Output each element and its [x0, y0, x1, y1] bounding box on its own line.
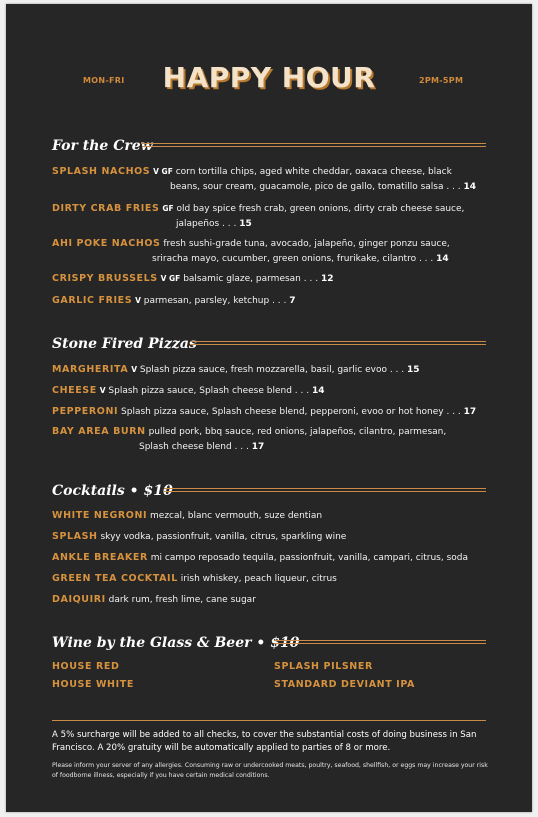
- item-description: parmesan, parsley, ketchup . . .: [143, 296, 287, 306]
- item-name: BAY AREA BURN: [52, 426, 146, 437]
- days-label: MON-FRI: [83, 76, 125, 85]
- item-price: 14: [311, 386, 325, 396]
- menu-item: [52, 236, 492, 267]
- menu-item: [52, 550, 492, 566]
- menu-item: [52, 293, 492, 309]
- section-header-pizzas: [52, 336, 486, 354]
- section-title: Stone Fired Pizzas: [52, 336, 197, 352]
- item-name: GREEN TEA COCKTAIL: [52, 573, 178, 584]
- item-tags: V: [131, 365, 137, 374]
- item-description-cont: Splash cheese blend . . .: [139, 442, 249, 452]
- wine-item: HOUSE RED: [52, 661, 120, 672]
- section-divider: [274, 640, 486, 644]
- item-name: GARLIC FRIES: [52, 295, 133, 306]
- item-tags: V GF: [160, 274, 181, 283]
- item-description: mezcal, blanc vermouth, suze dentian: [150, 511, 323, 521]
- menu-item: [52, 201, 492, 232]
- footer-divider: [52, 720, 486, 721]
- menu-item: [52, 529, 492, 545]
- hours-label: 2PM-5PM: [419, 76, 464, 85]
- item-price: 17: [251, 442, 265, 452]
- menu-item: [52, 164, 492, 195]
- menu-item: [52, 362, 492, 378]
- section-header-crew: [52, 138, 486, 156]
- item-description-cont: jalapeños . . .: [176, 219, 237, 229]
- wine-item: SPLASH PILSNER: [274, 661, 373, 672]
- item-tags: V: [135, 296, 141, 305]
- item-description: irish whiskey, peach liqueur, citrus: [180, 574, 337, 584]
- item-price: 14: [436, 254, 449, 264]
- menu-item: [52, 508, 492, 524]
- item-tags: V: [99, 386, 106, 395]
- menu-item: [52, 271, 492, 287]
- section-title: Cocktails • $10: [52, 483, 173, 499]
- item-name: MARGHERITA: [52, 364, 129, 375]
- menu-item: [52, 571, 492, 587]
- item-name: ANKLE BREAKER: [52, 552, 148, 563]
- menu-item: [52, 383, 492, 399]
- item-description: skyy vodka, passionfruit, vanilla, citrus, sparkling wine: [100, 532, 347, 542]
- item-description: Splash pizza sauce, fresh mozzarella, basil, garlic evoo . . .: [139, 365, 405, 375]
- menu-header: [6, 61, 532, 101]
- menu-page: [6, 4, 532, 812]
- wine-item: HOUSE WHITE: [52, 679, 134, 690]
- item-name: AHI POKE NACHOS: [52, 238, 161, 249]
- item-name: WHITE NEGRONI: [52, 510, 148, 521]
- item-description: Splash pizza sauce, Splash cheese blend, pepperoni, evoo or hot honey . . .: [121, 407, 461, 417]
- item-tags: V GF: [153, 167, 173, 176]
- item-name: CRISPY BRUSSELS: [52, 273, 158, 284]
- item-name: SPLASH NACHOS: [52, 166, 151, 177]
- item-price: 15: [407, 365, 420, 375]
- wine-item: STANDARD DEVIANT IPA: [274, 679, 415, 690]
- item-name: SPLASH: [52, 531, 98, 542]
- item-description-cont: beans, sour cream, guacamole, pico de gallo, tomatillo salsa . . .: [170, 182, 461, 192]
- section-title: Wine by the Glass & Beer • $10: [52, 635, 300, 651]
- item-description: Splash pizza sauce, Splash cheese blend . . .: [108, 386, 310, 396]
- item-description: balsamic glaze, parmesan . . .: [183, 274, 319, 284]
- section-title: For the Crew: [52, 138, 153, 154]
- item-description: dark rum, fresh lime, cane sugar: [108, 595, 256, 605]
- item-price: 7: [289, 296, 296, 306]
- allergy-notice: Please inform your server of any allergies. Consuming raw or undercooked meats, poultry, seafood, shellfish, or eggs may increase your risk of foodborne illness, especially if you have certain medical conditions.: [52, 762, 488, 779]
- menu-item: [52, 592, 492, 608]
- surcharge-notice: A 5% surcharge will be added to all checks, to cover the substantial costs of doing business in San Francisco. A 20% gratuity will be automatically applied to parties of 8 or more.: [52, 730, 477, 753]
- section-header-wine: [52, 635, 486, 653]
- item-description-cont: sriracha mayo, cucumber, green onions, frurikake, cilantro . . .: [152, 254, 434, 264]
- item-description: corn tortilla chips, aged white cheddar, oaxaca cheese, black: [175, 167, 452, 177]
- item-name: DAIQUIRI: [52, 594, 106, 605]
- item-tags: GF: [162, 204, 174, 213]
- item-price: 15: [239, 219, 252, 229]
- item-name: PEPPERONI: [52, 406, 119, 417]
- item-description: fresh sushi-grade tuna, avocado, jalapeño, ginger ponzu sauce,: [163, 239, 450, 249]
- item-price: 17: [463, 407, 477, 417]
- menu-item: [52, 424, 492, 455]
- section-header-cocktails: [52, 483, 486, 501]
- section-divider: [142, 143, 486, 147]
- section-divider: [164, 488, 486, 492]
- menu-item: [52, 404, 492, 420]
- item-description: pulled pork, bbq sauce, red onions, jalapeños, cilantro, parmesan,: [148, 427, 447, 437]
- item-price: 12: [320, 274, 334, 284]
- page-title: HAPPY HOUR: [162, 61, 376, 94]
- item-price: 14: [463, 182, 477, 192]
- item-description: old bay spice fresh crab, green onions, dirty crab cheese sauce,: [176, 204, 465, 214]
- item-name: DIRTY CRAB FRIES: [52, 203, 160, 214]
- item-name: CHEESE: [52, 385, 97, 396]
- section-divider: [190, 341, 486, 345]
- item-description: mi campo reposado tequila, passionfruit, vanilla, campari, citrus, soda: [150, 553, 468, 563]
